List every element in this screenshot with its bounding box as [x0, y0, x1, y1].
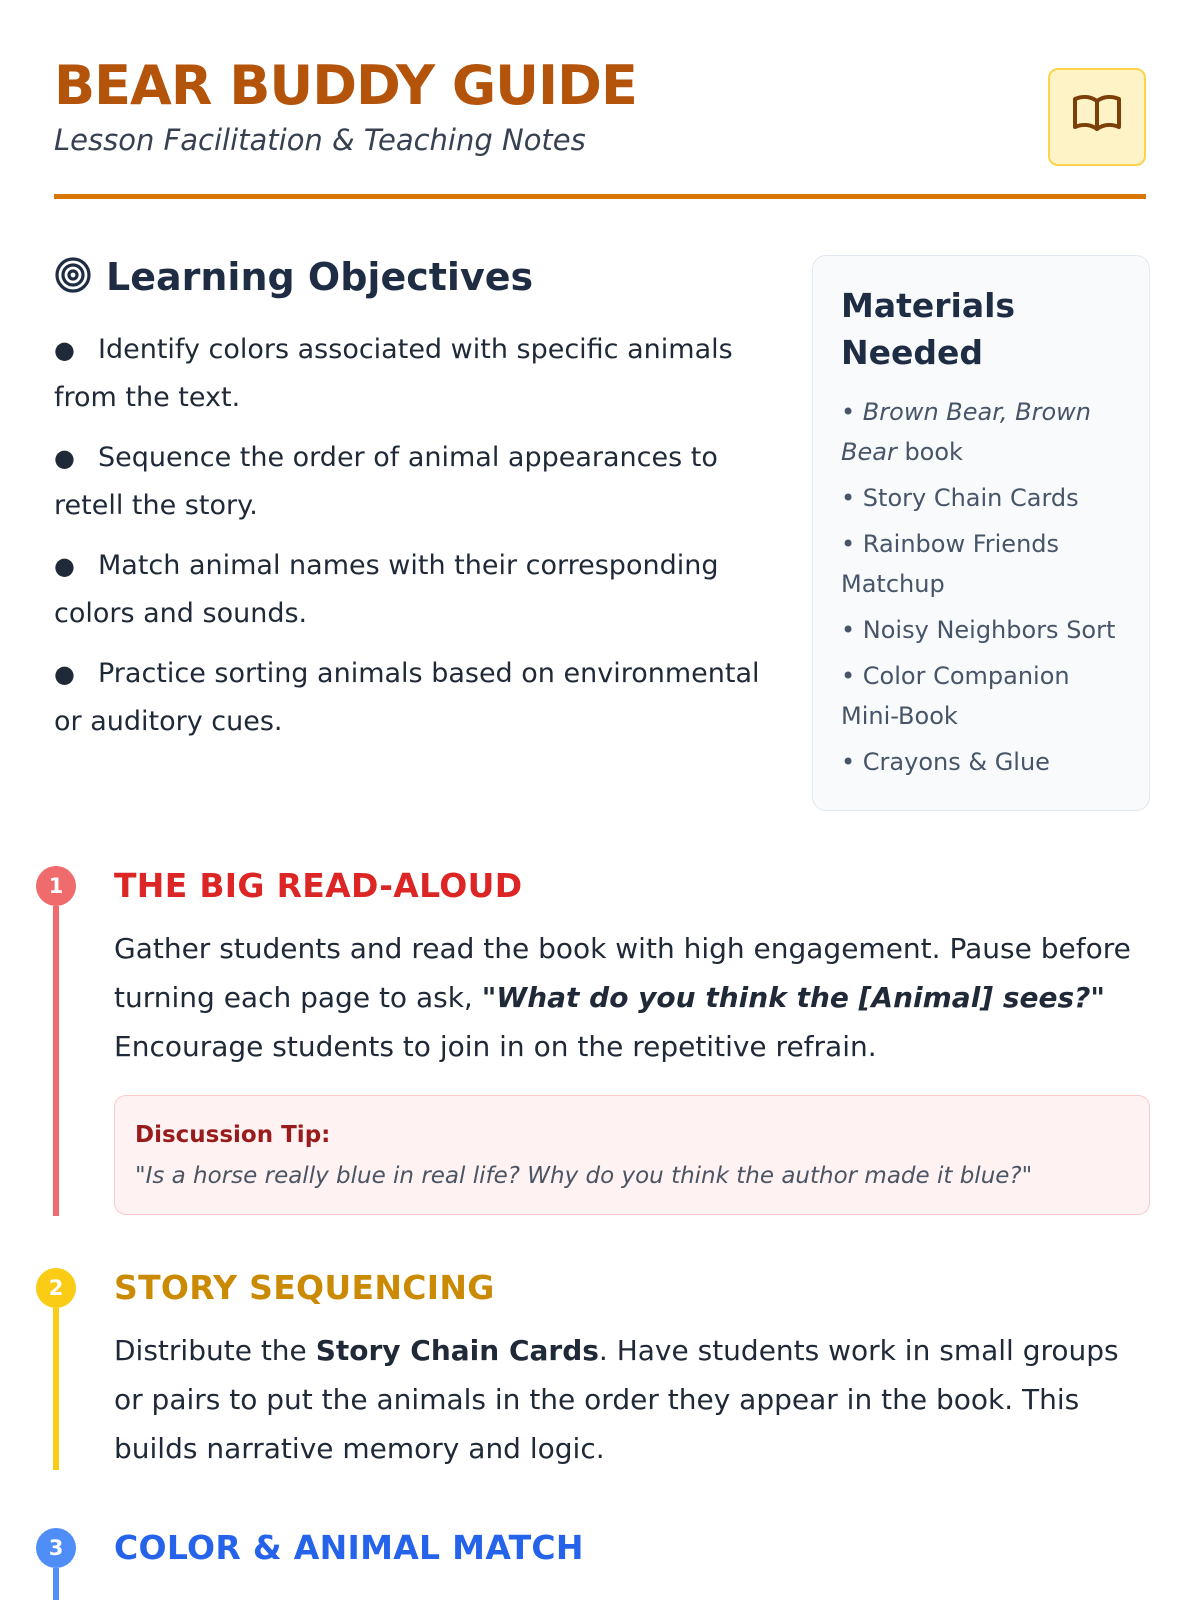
- list-item: [54, 326, 764, 421]
- materials-card: [812, 255, 1150, 811]
- open-book-icon: [1072, 93, 1122, 141]
- step-number: 3: [48, 1536, 64, 1560]
- step-content: [114, 1268, 1150, 1473]
- step-body: [114, 1326, 1150, 1473]
- step-text: Distribute the: [114, 1334, 316, 1367]
- material-text: Crayons & Glue: [862, 748, 1050, 776]
- list-item: [841, 524, 1125, 604]
- bullet: •: [841, 398, 863, 426]
- list-item: [841, 656, 1125, 736]
- step-title: COLOR & ANIMAL MATCH: [114, 1528, 584, 1567]
- step-bold-text: Story Chain Cards: [315, 1334, 599, 1367]
- material-text: Story Chain Cards: [862, 484, 1079, 512]
- objective-text: Match animal names with their corresponding colors and sounds.: [54, 550, 719, 629]
- page-subtitle: Lesson Facilitation & Teaching Notes: [54, 123, 586, 157]
- step-number-badge: [36, 866, 76, 906]
- step-timeline-line: [53, 1568, 59, 1600]
- step-text: . Have students work in small groups or pairs to put the animals in the order they appear in the book. This builds narrative memory and logic.: [114, 1334, 1119, 1465]
- step-quote: "What do you think the [Animal] sees?": [481, 981, 1105, 1014]
- step-number-badge: [36, 1268, 76, 1308]
- step-text: Gather students and read the book with high engagement. Pause before turning each page to ask,: [114, 932, 1131, 1014]
- objective-text: Practice sorting animals based on environmental or auditory cues.: [54, 658, 760, 737]
- step-color-animal-match: [36, 1528, 1150, 1600]
- list-item: [54, 434, 764, 529]
- step-number-badge: [36, 1528, 76, 1568]
- book-badge: [1048, 68, 1146, 166]
- objectives-title: Learning Objectives: [106, 255, 534, 299]
- bullet-icon: ●: [54, 444, 75, 472]
- step-title: THE BIG READ-ALOUD: [114, 866, 523, 905]
- step-number: 1: [48, 874, 64, 898]
- material-title: Brown Bear, Brown Bear: [841, 398, 1091, 466]
- tip-text: "Is a horse really blue in real life? Why do you think the author made it blue?": [135, 1163, 1033, 1189]
- materials-heading: Materials Needed: [841, 286, 1016, 372]
- list-item: [841, 742, 1125, 782]
- bullet-icon: ●: [54, 552, 75, 580]
- bullet-icon: ●: [54, 660, 75, 688]
- step-title: STORY SEQUENCING: [114, 1268, 495, 1307]
- step-timeline-line: [53, 906, 59, 1216]
- list-item: [54, 542, 764, 637]
- bullet-icon: ●: [54, 336, 75, 364]
- objectives-list: [54, 326, 764, 745]
- step-body: [114, 924, 1150, 1071]
- tip-label: Discussion Tip:: [135, 1122, 331, 1148]
- page-title: BEAR BUDDY GUIDE: [54, 54, 637, 117]
- header-divider: [54, 194, 1146, 199]
- target-icon: [54, 256, 92, 298]
- list-item: [54, 650, 764, 745]
- discussion-tip-box: [114, 1095, 1150, 1215]
- material-text: book: [896, 438, 963, 466]
- list-item: [841, 478, 1125, 518]
- step-content: [114, 866, 1150, 1215]
- objective-text: Sequence the order of animal appearances to retell the story.: [54, 442, 718, 521]
- objective-text: Identify colors associated with specific animals from the text.: [54, 334, 733, 413]
- step-read-aloud: [36, 866, 1150, 1216]
- guide-header: [54, 56, 1146, 158]
- material-text: Color Companion Mini-Book: [841, 662, 1070, 730]
- learning-objectives-section: [54, 254, 764, 758]
- step-number: 2: [48, 1276, 64, 1300]
- step-timeline-line: [53, 1308, 59, 1470]
- bullet: •: [841, 484, 863, 512]
- bullet: •: [841, 662, 863, 690]
- list-item: [841, 610, 1125, 650]
- material-text: Rainbow Friends Matchup: [841, 530, 1060, 598]
- bullet: •: [841, 616, 863, 644]
- objectives-heading: [54, 254, 764, 300]
- bullet: •: [841, 748, 863, 776]
- step-text: Encourage students to join in on the repetitive refrain.: [114, 1030, 877, 1063]
- list-item: [841, 392, 1125, 472]
- material-text: Noisy Neighbors Sort: [862, 616, 1116, 644]
- step-story-sequencing: [36, 1268, 1150, 1478]
- materials-list: [841, 392, 1125, 782]
- step-content: [114, 1528, 1150, 1568]
- bullet: •: [841, 530, 863, 558]
